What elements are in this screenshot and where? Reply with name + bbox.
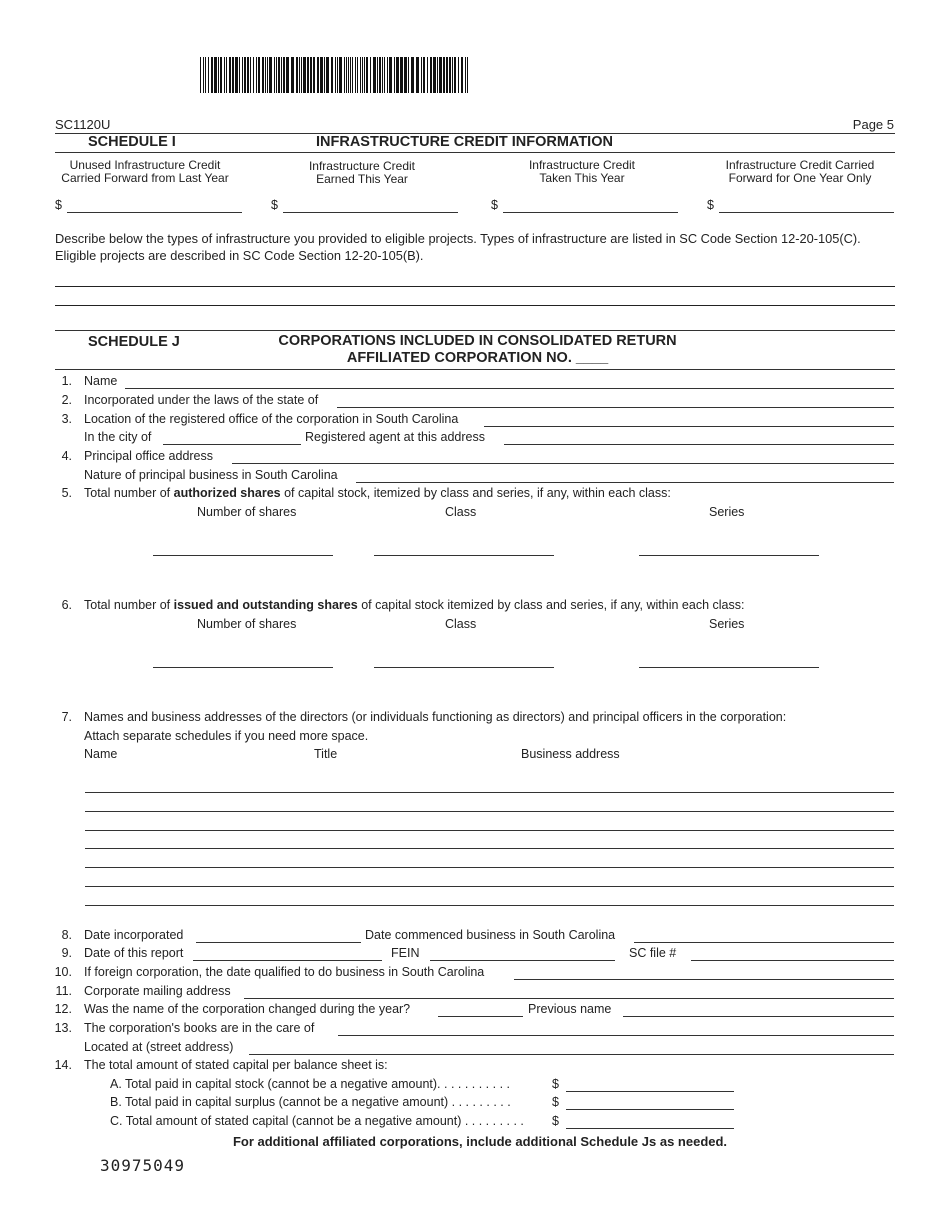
nature-business-field[interactable] (356, 468, 894, 483)
affiliated-corp-no: AFFILIATED CORPORATION NO. ____ (346, 350, 609, 366)
authorized-series-field[interactable] (639, 541, 819, 556)
authorized-shares-field[interactable] (153, 541, 333, 556)
unused-credit-field[interactable] (67, 198, 242, 213)
report-date-label: Date of this report (84, 946, 184, 960)
dollar-sign: $ (55, 198, 62, 212)
date-incorporated-field[interactable] (196, 928, 361, 943)
item-number: 8. (61, 928, 72, 942)
series-col-header: Series (709, 617, 745, 631)
name-col-header: Name (84, 747, 118, 761)
item-number: 14. (54, 1058, 72, 1072)
issued-shares-label: Total number of issued and outstanding shares of capital stock itemized by class and series, if any, within each class: (84, 598, 745, 612)
sc-file-field[interactable] (691, 946, 894, 961)
credit-taken-field[interactable] (503, 198, 678, 213)
name-field[interactable] (125, 374, 894, 389)
item-number: 7. (61, 710, 72, 724)
registered-office-label: Location of the registered office of the corporation in South Carolina (84, 412, 459, 426)
street-address-field[interactable] (249, 1040, 894, 1055)
stated-capital-label: The total amount of stated capital per balance sheet is: (84, 1058, 388, 1072)
sc-file-label: SC file # (629, 946, 677, 960)
series-col-header: Series (709, 505, 745, 519)
date-incorporated-label: Date incorporated (84, 928, 184, 942)
mailing-address-field[interactable] (244, 984, 894, 999)
item-number: 11. (55, 984, 72, 998)
col-unused-credit: Unused Infrastructure Credit Carried Forward from Last Year (61, 158, 229, 185)
nature-business-label: Nature of principal business in South Carolina (84, 468, 338, 482)
director-row[interactable] (85, 905, 894, 906)
issued-class-field[interactable] (374, 653, 554, 668)
col-credit-forward: Infrastructure Credit Carried Forward for One Year Only (725, 158, 875, 185)
item-number: 4. (61, 449, 72, 463)
credit-forward-field[interactable] (719, 198, 894, 213)
issued-series-field[interactable] (639, 653, 819, 668)
director-row[interactable] (85, 792, 894, 793)
paid-capital-surplus-field[interactable] (566, 1095, 734, 1110)
authorized-class-field[interactable] (374, 541, 554, 556)
title-col-header: Title (314, 747, 338, 761)
item-number: 2. (61, 393, 72, 407)
describe-text-2: Eligible projects are described in SC Code Section 12-20-105(B). (55, 248, 424, 263)
director-row[interactable] (85, 811, 894, 812)
describe-line[interactable] (55, 286, 895, 287)
stated-capital-total-field[interactable] (566, 1114, 734, 1129)
mailing-address-label: Corporate mailing address (84, 984, 231, 998)
registered-agent-field[interactable] (504, 430, 894, 445)
paid-capital-surplus-label: B. Total paid in capital surplus (cannot be a negative amount) . . . . . . . . . (110, 1095, 511, 1109)
describe-line[interactable] (55, 305, 895, 306)
report-date-field[interactable] (193, 946, 382, 961)
address-col-header: Business address (521, 747, 620, 761)
fein-field[interactable] (430, 946, 615, 961)
schedule-j-label: SCHEDULE J (88, 334, 180, 350)
previous-name-field[interactable] (623, 1002, 894, 1017)
dollar-sign: $ (552, 1077, 559, 1091)
paid-capital-stock-label: A. Total paid in capital stock (cannot be a negative amount). . . . . . . . . . . (110, 1077, 510, 1091)
principal-office-label: Principal office address (84, 449, 214, 463)
directors-label: Names and business addresses of the directors (or individuals functioning as directors) and principal officers in the corporation: (84, 710, 787, 724)
name-changed-label: Was the name of the corporation changed during the year? (84, 1002, 411, 1016)
dollar-sign: $ (491, 198, 498, 212)
dollar-sign: $ (552, 1095, 559, 1109)
schedule-i-title: INFRASTRUCTURE CREDIT INFORMATION (316, 134, 613, 150)
item-number: 6. (61, 598, 72, 612)
registered-office-field[interactable] (484, 412, 894, 427)
authorized-shares-label: Total number of authorized shares of capital stock, itemized by class and series, if any, within each class: (84, 486, 671, 500)
previous-name-label: Previous name (528, 1002, 612, 1016)
class-col-header: Class (445, 505, 477, 519)
incorporated-state-label: Incorporated under the laws of the state of (84, 393, 319, 407)
books-care-field[interactable] (338, 1021, 894, 1036)
name-changed-field[interactable] (438, 1002, 523, 1017)
city-field[interactable] (163, 430, 301, 445)
item-number: 9. (61, 946, 72, 960)
form-id: SC1120U (55, 117, 111, 132)
item-number: 10. (54, 965, 72, 979)
incorporated-state-field[interactable] (337, 393, 894, 408)
stated-capital-total-label: C. Total amount of stated capital (cannot be a negative amount) . . . . . . . . . (110, 1114, 524, 1128)
footer-note: For additional affiliated corporations, include additional Schedule Js as needed. (232, 1134, 728, 1149)
ocr-number: 30975049 (100, 1156, 186, 1175)
books-care-label: The corporation's books are in the care of (84, 1021, 315, 1035)
paid-capital-stock-field[interactable] (566, 1077, 734, 1092)
shares-col-header: Number of shares (197, 617, 297, 631)
shares-col-header: Number of shares (197, 505, 297, 519)
issued-shares-field[interactable] (153, 653, 333, 668)
street-address-label: Located at (street address) (84, 1040, 234, 1054)
director-row[interactable] (85, 886, 894, 887)
foreign-date-field[interactable] (514, 965, 894, 980)
col-credit-earned: Infrastructure Credit Earned This Year (308, 159, 416, 186)
principal-office-field[interactable] (232, 449, 894, 464)
director-row[interactable] (85, 848, 894, 849)
foreign-date-label: If foreign corporation, the date qualified to do business in South Carolina (84, 965, 485, 979)
item-number: 3. (61, 412, 72, 426)
city-label: In the city of (84, 430, 152, 444)
col-credit-taken: Infrastructure Credit Taken This Year (528, 158, 636, 185)
credit-earned-field[interactable] (283, 198, 458, 213)
date-commenced-field[interactable] (634, 928, 894, 943)
director-row[interactable] (85, 830, 894, 831)
registered-agent-label: Registered agent at this address (305, 430, 485, 444)
dollar-sign: $ (271, 198, 278, 212)
dollar-sign: $ (707, 198, 714, 212)
date-commenced-label: Date commenced business in South Carolina (365, 928, 616, 942)
schedule-j-title: CORPORATIONS INCLUDED IN CONSOLIDATED RETURN (278, 333, 677, 349)
schedule-i-label: SCHEDULE I (88, 134, 176, 150)
class-col-header: Class (445, 617, 477, 631)
item-number: 1. (61, 374, 72, 388)
describe-text-1: Describe below the types of infrastructure you provided to eligible projects. Types of infrastructure are listed in SC Code Section 12-20-105(C). (55, 231, 861, 246)
name-label: Name (84, 374, 118, 388)
page-number: Page 5 (852, 117, 894, 132)
item-number: 5. (61, 486, 72, 500)
item-number: 13. (54, 1021, 72, 1035)
directors-note: Attach separate schedules if you need more space. (84, 729, 369, 743)
dollar-sign: $ (552, 1114, 559, 1128)
fein-label: FEIN (391, 946, 420, 960)
barcode-icon (200, 57, 470, 93)
director-row[interactable] (85, 867, 894, 868)
item-number: 12. (54, 1002, 72, 1016)
